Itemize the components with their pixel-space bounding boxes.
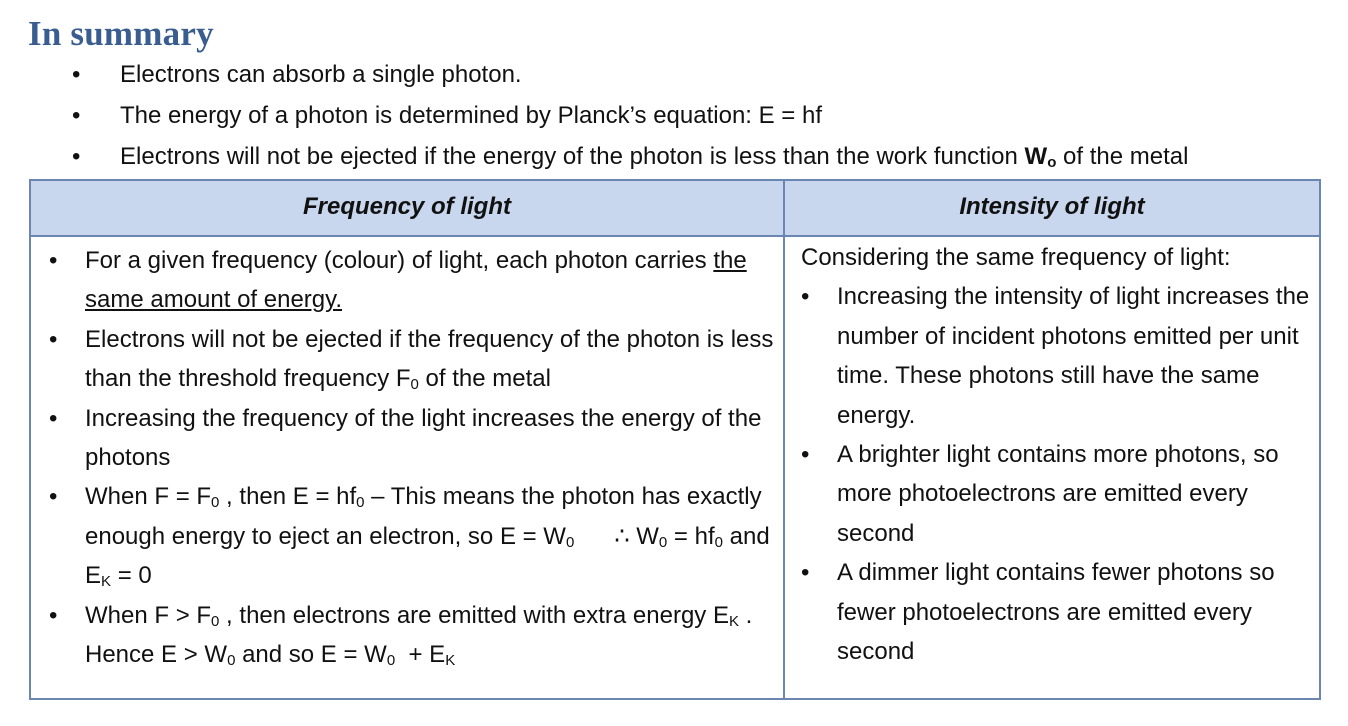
summary-text: Electrons will not be ejected if the energy of the photon is less than the work function (120, 143, 1025, 170)
frequency-column (49, 241, 777, 674)
intensity-column (801, 238, 1316, 671)
summary-list (72, 58, 1188, 181)
list-item: • Increasing the intensity of light increases the number of incident photons emitted per unit time. These photons still have the same energy. (801, 277, 1316, 435)
summary-text: of the metal (1056, 143, 1189, 170)
list-item: • Electrons will not be ejected if the frequency of the photon is less than the threshold frequency $F_0$ of the metal (49, 320, 777, 399)
intensity-intro: Considering the same frequency of light: (801, 244, 1231, 271)
list-item: • When $F = F_0$ , then $E = hf_0$ – This means the photon has exactly enough energy to eject an electron, so $E = W_0$ ∴ $W_0 = hf_0$ and $E_K = 0$ (49, 477, 777, 595)
header-intensity: Intensity of light (959, 193, 1145, 220)
work-function-symbol: $W_o$ (1024, 143, 1057, 171)
column-divider (783, 181, 785, 698)
header-frequency: Frequency of light (302, 193, 511, 220)
list-item: • When $F > F_0$ , then electrons are emitted with extra energy $E_K$ . Hence $E > W_0$ and so $E = W_0 + E_K$ (49, 596, 777, 675)
summary-item: • The energy of a photon is determined by Planck’s equation: E = hf (72, 99, 1188, 140)
list-item: • A dimmer light contains fewer photons so fewer photoelectrons are emitted every second (801, 553, 1316, 671)
underlined-text: the same amount of energy. (85, 247, 747, 314)
table-header-row (31, 181, 1319, 237)
list-item: • Increasing the frequency of the light increases the energy of the photons (49, 399, 777, 478)
page-title: In summary (28, 14, 214, 53)
list-item: • For a given frequency (colour) of light, each photon carries the same amount of energy. (49, 241, 777, 320)
list-item: • A brighter light contains more photons, so more photoelectrons are emitted every second (801, 435, 1316, 553)
summary-item: • Electrons can absorb a single photon. (72, 58, 1188, 99)
comparison-table (29, 179, 1321, 700)
summary-item (72, 140, 1188, 181)
